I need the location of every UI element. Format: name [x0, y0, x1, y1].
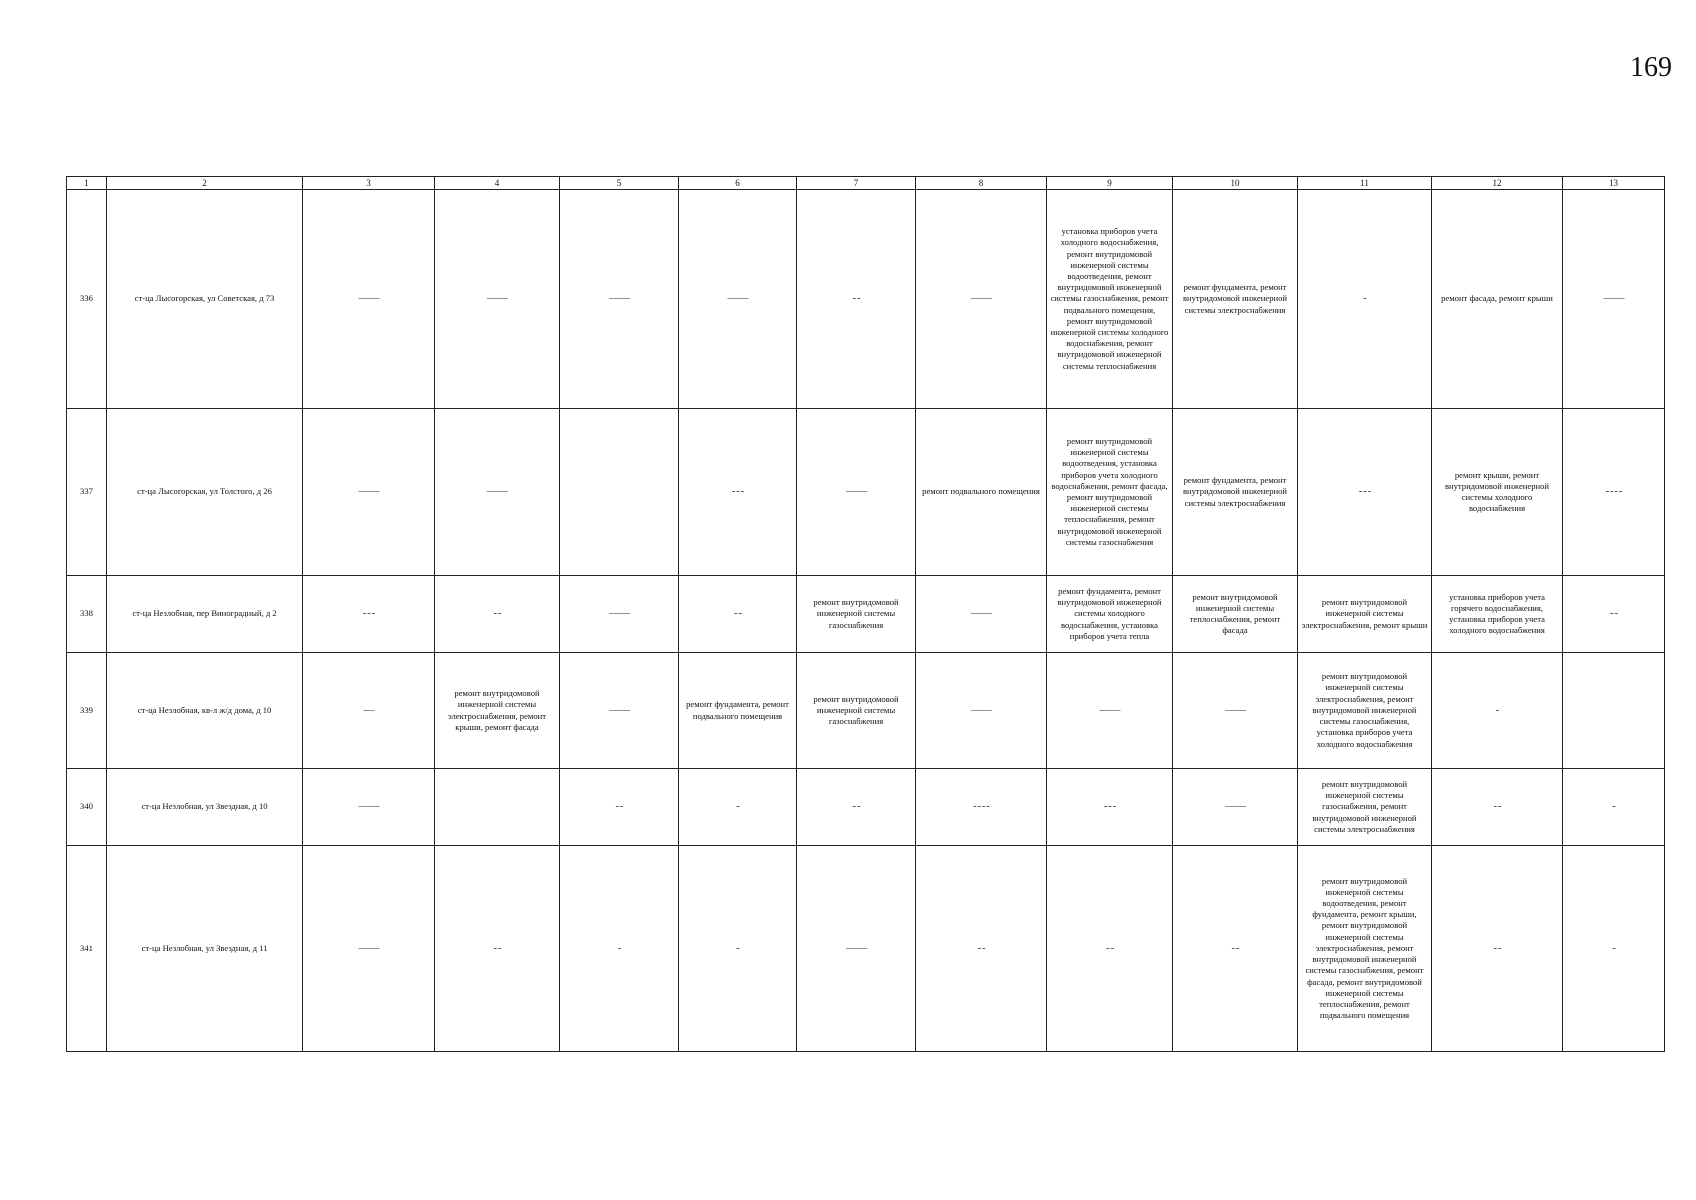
- header-cell: 1: [67, 177, 107, 190]
- work-cell: ремонт фундамента, ремонт подвального помещения: [679, 653, 797, 769]
- work-cell: [1563, 409, 1665, 576]
- table-row: [67, 769, 1665, 846]
- dash-mark: -: [736, 941, 739, 954]
- work-cell: [1173, 653, 1298, 769]
- work-cell: ремонт фундамента, ремонт внутридомовой инженерной системы холодного водоснабжения, установка приборов учета тепла: [1047, 576, 1173, 653]
- address-cell: ст-ца Незлобная, кв-л ж/д дома, д 10: [107, 653, 303, 769]
- header-cell: 13: [1563, 177, 1665, 190]
- work-cell: [1173, 846, 1298, 1052]
- work-cell: [435, 769, 560, 846]
- dash-mark: -: [617, 941, 621, 954]
- dash-mark: ——: [1225, 703, 1245, 716]
- work-cell: [679, 409, 797, 576]
- header-cell: 12: [1432, 177, 1563, 190]
- work-cell: [435, 190, 560, 409]
- dash-mark: ——: [358, 485, 379, 498]
- dash-mark: —: [363, 703, 374, 716]
- table-row: [67, 190, 1665, 409]
- page-number: 169: [1630, 52, 1672, 83]
- work-cell: [560, 576, 679, 653]
- work-cell: [1432, 653, 1563, 769]
- work-cell: [916, 576, 1047, 653]
- address-cell: ст-ца Незлобная, ул Звездная, д 10: [107, 769, 303, 846]
- work-cell: [303, 653, 435, 769]
- dash-mark: - -: [852, 292, 860, 305]
- work-cell: [435, 576, 560, 653]
- dash-mark: - -: [1493, 800, 1501, 813]
- header-cell: 10: [1173, 177, 1298, 190]
- dash-mark: ——: [727, 292, 748, 305]
- work-cell: [303, 409, 435, 576]
- dash-mark: ——: [609, 703, 629, 716]
- dash-mark: ——: [971, 607, 991, 620]
- dash-mark: ——: [358, 292, 379, 305]
- work-cell: [1298, 409, 1432, 576]
- dash-mark: - -: [493, 607, 501, 620]
- work-cell: [560, 846, 679, 1052]
- dash-mark: - - - -: [1605, 485, 1622, 498]
- dash-mark: - - -: [362, 607, 375, 620]
- work-cell: [797, 190, 916, 409]
- dash-mark: - - -: [731, 485, 744, 498]
- work-cell: [1047, 846, 1173, 1052]
- work-cell: установка приборов учета горячего водоснабжения, установка приборов учета холодного водоснабжения: [1432, 576, 1563, 653]
- work-cell: [435, 409, 560, 576]
- work-cell: ремонт подвального помещения: [916, 409, 1047, 576]
- header-cell: 5: [560, 177, 679, 190]
- works-table: [66, 176, 1665, 1052]
- work-cell: [303, 769, 435, 846]
- work-cell: [1298, 190, 1432, 409]
- row-number: 340: [67, 769, 107, 846]
- work-cell: ремонт внутридомовой инженерной системы газоснабжения, ремонт внутридомовой инженерной системы электроснабжения: [1298, 769, 1432, 846]
- address-cell: ст-ца Лысогорская, ул Советская, д 73: [107, 190, 303, 409]
- dash-mark: ——: [846, 941, 866, 954]
- work-cell: [1432, 769, 1563, 846]
- table-row: [67, 653, 1665, 769]
- dash-mark: ——: [609, 607, 629, 620]
- dash-mark: -: [1495, 703, 1499, 716]
- dash-mark: - -: [1231, 941, 1239, 954]
- row-number: 339: [67, 653, 107, 769]
- header-cell: 9: [1047, 177, 1173, 190]
- dash-mark: ——: [971, 292, 991, 305]
- work-cell: [1432, 846, 1563, 1052]
- work-cell: ремонт внутридомовой инженерной системы газоснабжения: [797, 576, 916, 653]
- work-cell: [1047, 653, 1173, 769]
- header-cell: 7: [797, 177, 916, 190]
- dash-mark: -: [736, 800, 739, 813]
- work-cell: [1563, 576, 1665, 653]
- work-cell: ремонт крыши, ремонт внутридомовой инженерной системы холодного водоснабжения: [1432, 409, 1563, 576]
- dash-mark: - - -: [1358, 485, 1371, 498]
- dash-mark: -: [1612, 941, 1615, 954]
- header-cell: 6: [679, 177, 797, 190]
- work-cell: [679, 576, 797, 653]
- dash-mark: - -: [1493, 941, 1501, 954]
- header-row: [67, 177, 1665, 190]
- dash-mark: ——: [609, 292, 629, 305]
- work-cell: ремонт фасада, ремонт крыши: [1432, 190, 1563, 409]
- table-row: [67, 576, 1665, 653]
- work-cell: [916, 846, 1047, 1052]
- work-cell: [916, 190, 1047, 409]
- header-cell: 2: [107, 177, 303, 190]
- dash-mark: - -: [1609, 607, 1618, 620]
- work-cell: [679, 190, 797, 409]
- header-cell: 11: [1298, 177, 1432, 190]
- work-cell: [797, 769, 916, 846]
- dash-mark: -: [1612, 800, 1615, 813]
- work-cell: ремонт внутридомовой инженерной системы электроснабжения, ремонт внутридомовой инженерной системы газоснабжения, установка приборов учета холодного водоснабжения: [1298, 653, 1432, 769]
- dash-mark: ——: [846, 485, 866, 498]
- table-row: [67, 409, 1665, 576]
- work-cell: [1173, 769, 1298, 846]
- work-cell: [679, 769, 797, 846]
- work-cell: ремонт внутридомовой инженерной системы водоотведения, установка приборов учета холодного водоснабжения, ремонт фасада, ремонт внутридомовой инженерной системы теплоснабжения, ремонт внутридомовой инженерной системы газоснабжения: [1047, 409, 1173, 576]
- work-cell: [560, 190, 679, 409]
- row-number: 336: [67, 190, 107, 409]
- work-cell: ремонт внутридомовой инженерной системы водоотведения, ремонт фундамента, ремонт крыши, ремонт внутридомовой инженерной системы электроснабжения, ремонт внутридомовой инженерной системы газоснабжения, ремонт фасада, ремонт внутридомовой инженерной системы теплоснабжения, ремонт подвального помещения: [1298, 846, 1432, 1052]
- row-number: 341: [67, 846, 107, 1052]
- work-cell: установка приборов учета холодного водоснабжения, ремонт внутридомовой инженерной системы водоотведения, ремонт внутридомовой инженерной системы газоснабжения, ремонт подвального помещения, ремонт внутридомовой инженерной системы холодного водоснабжения, ремонт внутридомовой инженерной системы теплоснабжения: [1047, 190, 1173, 409]
- dash-mark: ——: [1099, 703, 1120, 716]
- dash-mark: ——: [1603, 292, 1624, 305]
- work-cell: ремонт фундамента, ремонт внутридомовой инженерной системы электроснабжения: [1173, 190, 1298, 409]
- dash-mark: - -: [977, 941, 985, 954]
- dash-mark: ——: [1225, 800, 1245, 813]
- table-row: [67, 846, 1665, 1052]
- address-cell: ст-ца Незлобная, пер Виноградный, д 2: [107, 576, 303, 653]
- work-cell: ремонт внутридомовой инженерной системы электроснабжения, ремонт крыши: [1298, 576, 1432, 653]
- work-cell: ремонт внутридомовой инженерной системы теплоснабжения, ремонт фасада: [1173, 576, 1298, 653]
- header-cell: 8: [916, 177, 1047, 190]
- dash-mark: - -: [733, 607, 742, 620]
- work-cell: [797, 409, 916, 576]
- work-cell: [303, 846, 435, 1052]
- address-cell: ст-ца Незлобная, ул Звездная, д 11: [107, 846, 303, 1052]
- dash-mark: ——: [487, 485, 507, 498]
- dash-mark: - - - -: [973, 800, 989, 813]
- row-number: 337: [67, 409, 107, 576]
- dash-mark: ——: [358, 941, 379, 954]
- dash-mark: - -: [852, 800, 860, 813]
- work-cell: [1563, 769, 1665, 846]
- work-cell: [560, 653, 679, 769]
- dash-mark: ——: [971, 703, 991, 716]
- work-cell: ремонт фундамента, ремонт внутридомовой инженерной системы электроснабжения: [1173, 409, 1298, 576]
- work-cell: [303, 190, 435, 409]
- work-cell: [797, 846, 916, 1052]
- work-cell: [1563, 653, 1665, 769]
- dash-mark: -: [1363, 292, 1366, 305]
- work-cell: [1563, 846, 1665, 1052]
- work-cell: [560, 409, 679, 576]
- row-number: 338: [67, 576, 107, 653]
- dash-mark: ——: [487, 292, 507, 305]
- work-cell: [916, 653, 1047, 769]
- header-cell: 3: [303, 177, 435, 190]
- work-cell: [1047, 769, 1173, 846]
- dash-mark: ——: [358, 800, 379, 813]
- work-cell: [303, 576, 435, 653]
- address-cell: ст-ца Лысогорская, ул Толстого, д 26: [107, 409, 303, 576]
- work-cell: [435, 846, 560, 1052]
- dash-mark: - -: [1105, 941, 1114, 954]
- work-cell: ремонт внутридомовой инженерной системы электроснабжения, ремонт крыши, ремонт фасада: [435, 653, 560, 769]
- work-cell: [679, 846, 797, 1052]
- dash-mark: - -: [615, 800, 623, 813]
- work-cell: [560, 769, 679, 846]
- work-cell: [1563, 190, 1665, 409]
- work-cell: [916, 769, 1047, 846]
- header-cell: 4: [435, 177, 560, 190]
- dash-mark: - - -: [1103, 800, 1116, 813]
- work-cell: ремонт внутридомовой инженерной системы газоснабжения: [797, 653, 916, 769]
- dash-mark: - -: [493, 941, 501, 954]
